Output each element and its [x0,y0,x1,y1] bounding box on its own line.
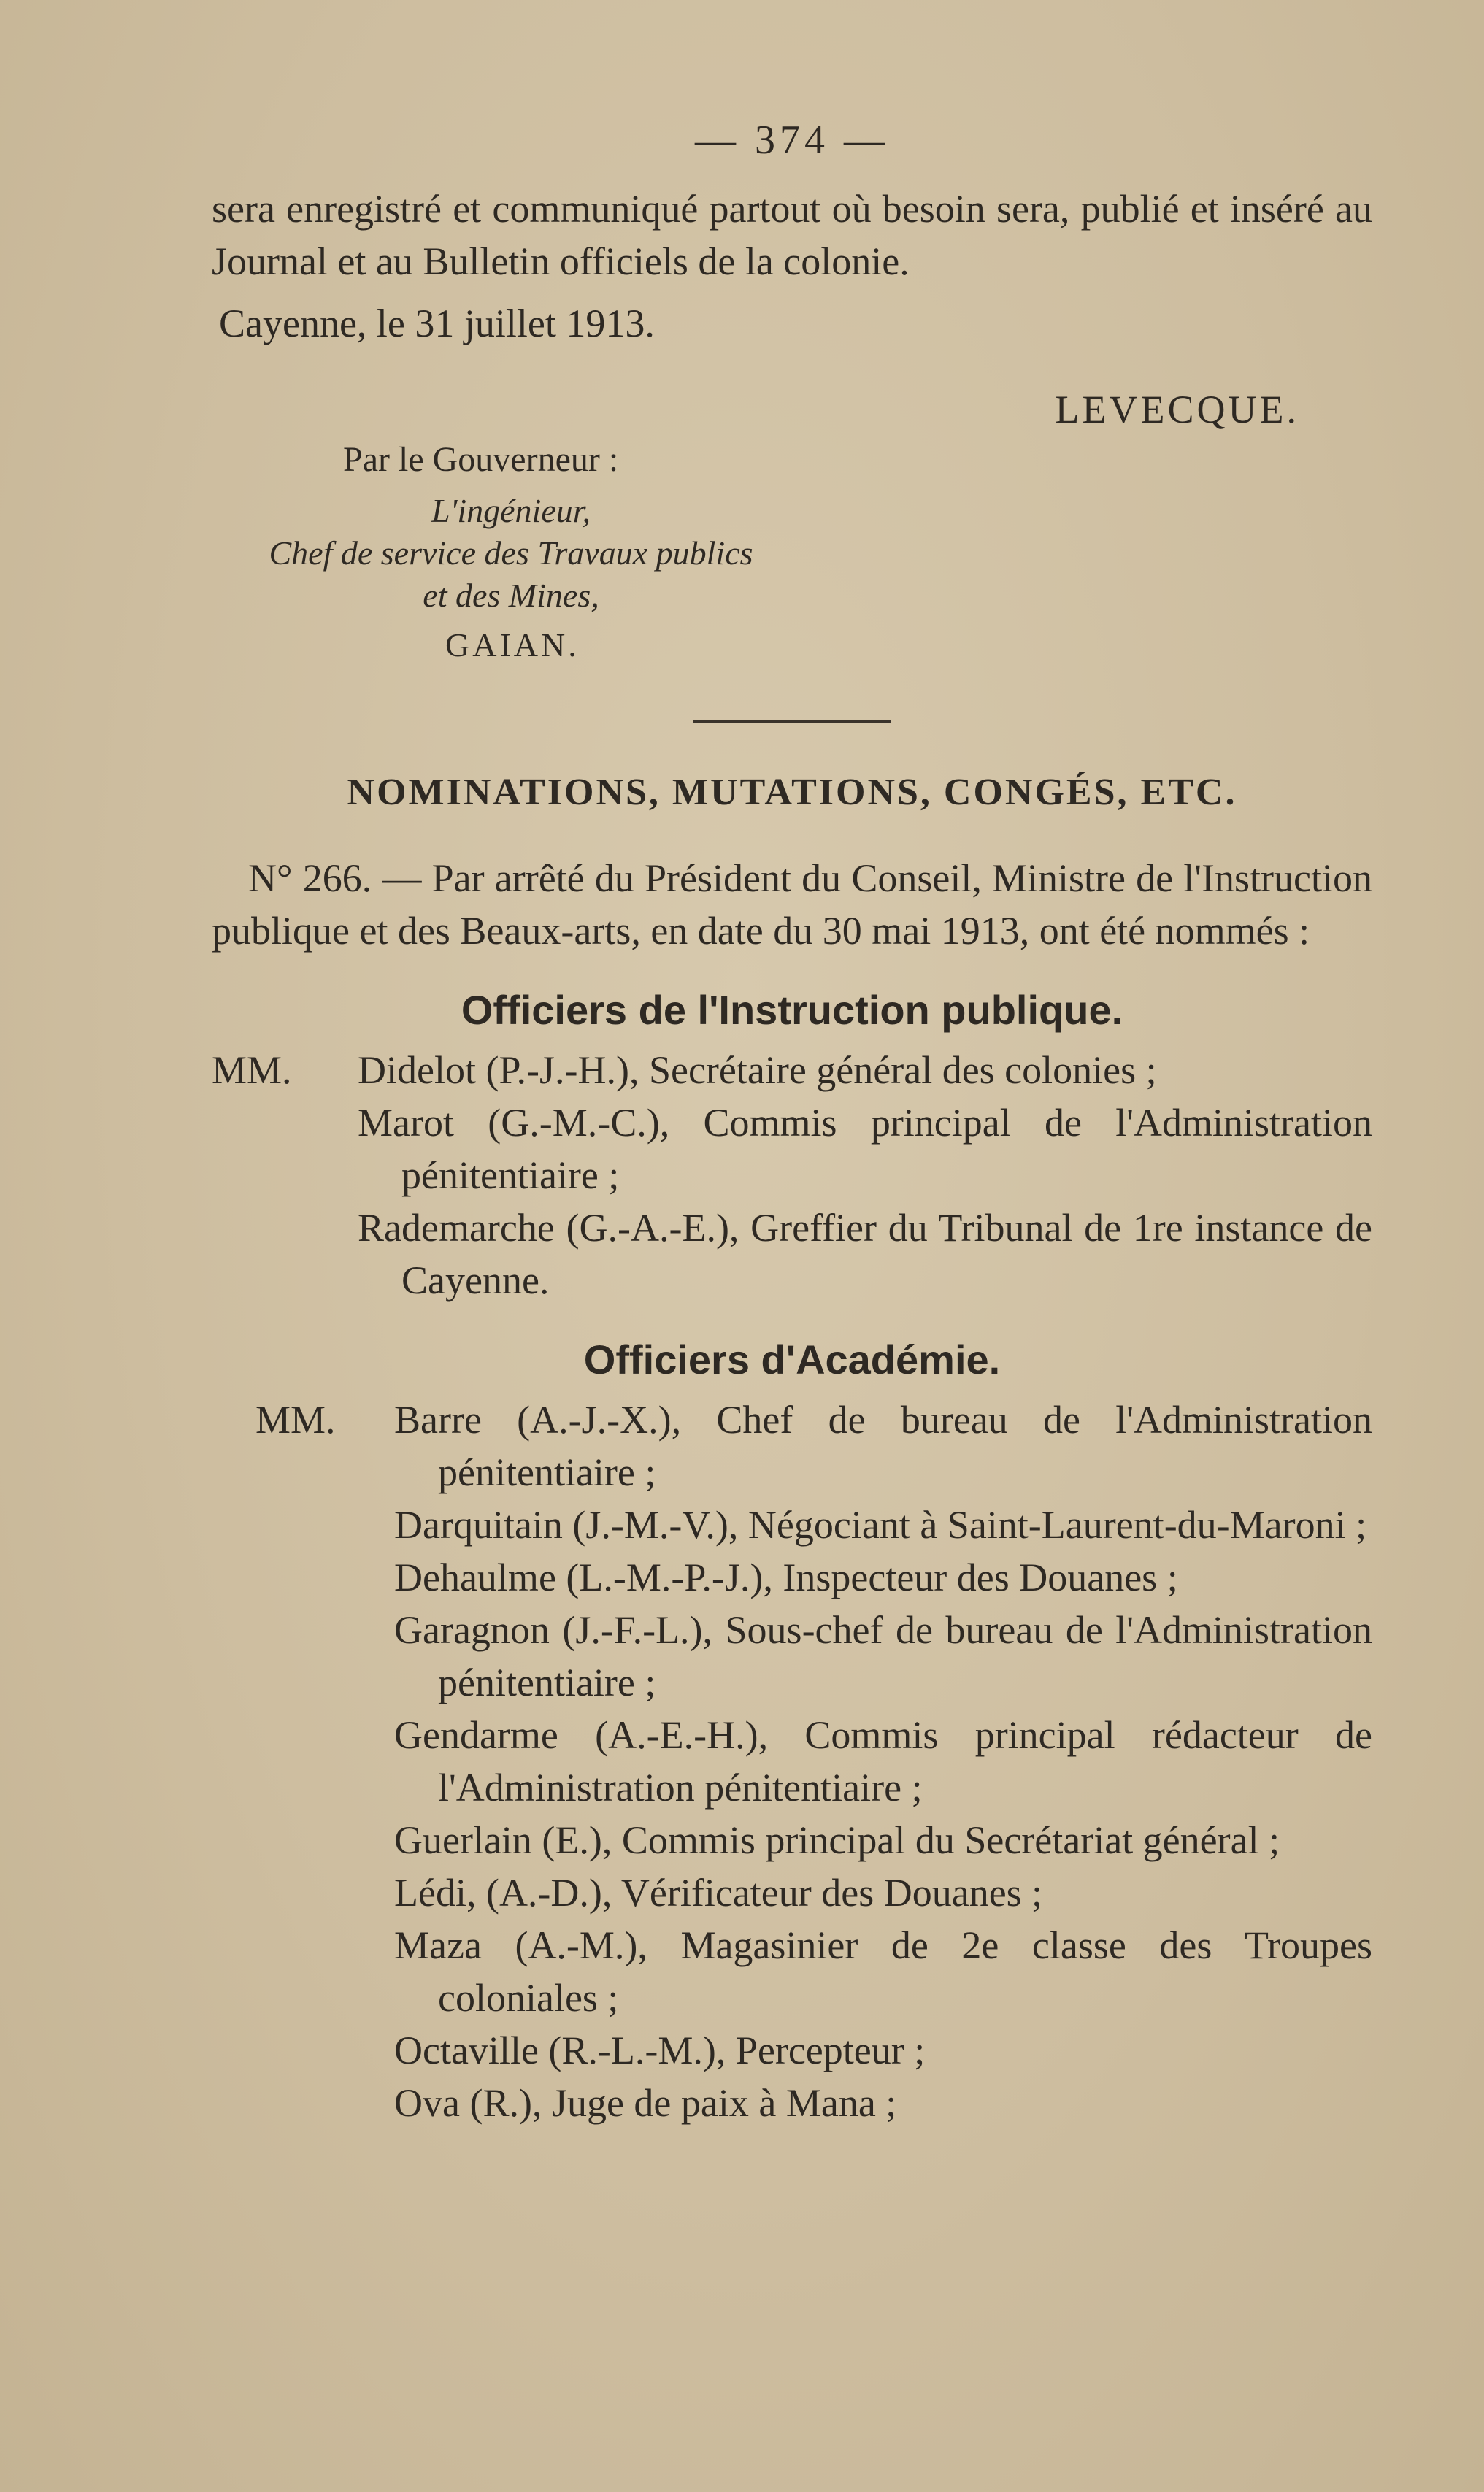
nominee-list [394,1393,1372,2129]
signatory-name: LEVECQUE. [1055,388,1299,431]
nominee-list [358,1044,1372,1307]
group-title-instruction-publique: Officiers de l'Instruction publique. [461,987,1123,1033]
official-title-line: L'ingénieur, [431,492,591,529]
nominee-entry: Barre (A.-J.-X.), Chef de bureau de l'Administration pénitentiaire ; [394,1398,1372,1494]
nominee-entry: Guerlain (E.), Commis principal du Secrétariat général ; [394,1818,1280,1862]
group-prefix: MM. [255,1398,336,1442]
document-page [212,117,1372,2129]
group-title-academie: Officiers d'Académie. [583,1337,1001,1382]
official-title-line: et des Mines, [423,577,599,614]
official-title [212,490,810,617]
nominee-entry: Darquitain (J.-M.-V.), Négociant à Saint-Laurent-du-Maroni ; [394,1503,1367,1547]
par-le-gouverneur: Par le Gouverneur : [343,440,619,479]
place-date: Cayenne, le 31 juillet 1913. [219,301,655,345]
intro-paragraph: sera enregistré et communiqué partout où besoin sera, publié et inséré au Journal et au Bulletin officiels de la colonie. [212,187,1372,283]
nominee-entry: Dehaulme (L.-M.-P.-J.), Inspecteur des Douanes ; [394,1555,1178,1599]
nominee-entry: Gendarme (A.-E.-H.), Commis principal rédacteur de l'Administration pénitentiaire ; [394,1713,1372,1810]
nominee-entry: Rademarche (G.-A.-E.), Greffier du Tribunal de 1re instance de Cayenne. [358,1206,1372,1302]
nominee-group [212,1393,1372,2129]
nominee-entry: Marot (G.-M.-C.), Commis principal de l'Administration pénitentiaire ; [358,1101,1372,1197]
official-name: GAIAN. [445,626,580,664]
section-heading: NOMINATIONS, MUTATIONS, CONGÉS, ETC. [347,772,1237,813]
official-title-line: Chef de service des Travaux publics [269,534,753,572]
nominee-entry: Ova (R.), Juge de paix à Mana ; [394,2081,897,2125]
nominee-entry: Octaville (R.-L.-M.), Percepteur ; [394,2028,926,2072]
nominee-entry: Maza (A.-M.), Magasinier de 2e classe des Troupes coloniales ; [394,1923,1372,2020]
nominee-group [212,1044,1372,1307]
group-prefix: MM. [212,1048,292,1092]
nominee-entry: Lédi, (A.-D.), Vérificateur des Douanes ; [394,1871,1043,1915]
decree-paragraph: N° 266. — Par arrêté du Président du Conseil, Ministre de l'Instruction publique et des Beaux-arts, en date du 30 mai 1913, ont été nommés : [212,856,1372,953]
page-number: — 374 — [695,118,889,163]
divider-rule [693,720,891,723]
nominee-entry: Garagnon (J.-F.-L.), Sous-chef de bureau de l'Administration pénitentiaire ; [394,1608,1372,1704]
nominee-entry: Didelot (P.-J.-H.), Secrétaire général des colonies ; [358,1048,1157,1092]
